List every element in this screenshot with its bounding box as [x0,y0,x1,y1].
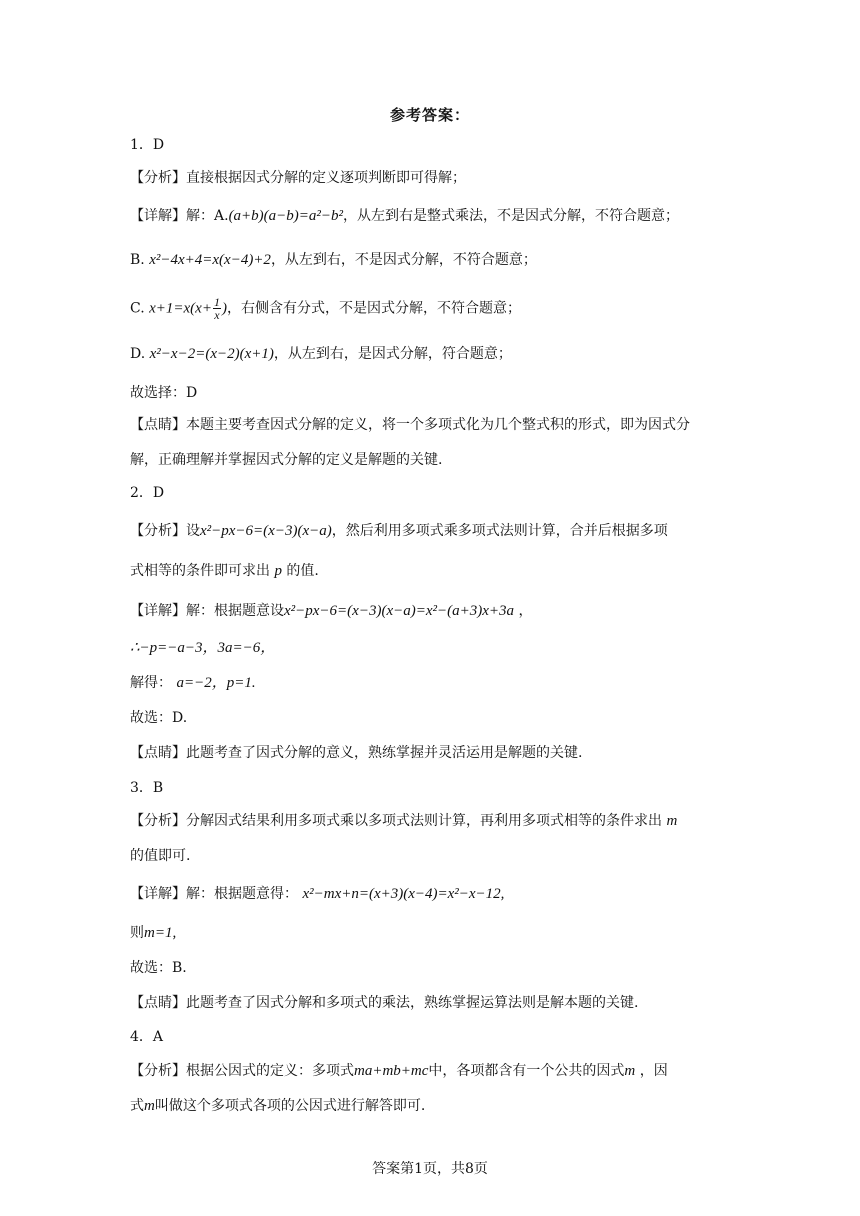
q2-step1-math: ∴−p=−a−3，3a=−6， [130,640,276,656]
q1-b-tail: ，从左到右，不是因式分解，不符合题意； [270,252,537,268]
q2-detail-tail: ， [518,603,533,619]
q2-analysis-tail: ，然后利用多项式乘多项式法则计算，合并后根据多项 [331,523,668,539]
q1-detail-tail: ，从左到右是整式乘法，不是因式分解，不符合题意； [343,208,680,224]
q2-detail [130,601,740,621]
q3-step1 [130,923,740,943]
q3-detail-lead: 【详解】解：根据题意得： [130,886,298,902]
q3-analysis-text: 【分析】分解因式结果利用多项式乘以多项式法则计算，再利用多项式相等的条件求出 [130,813,662,829]
page-footer: 答案第1页，共8页 [372,1161,488,1177]
q1-option-c [130,296,740,321]
q4-analysis-math: ma+mb+mc [354,1063,429,1079]
q3-detail-math: x²−mx+n=(x+3)(x−4)=x²−x−12, [302,886,505,902]
q1-c-math-b: ) [221,300,227,317]
q1-d-lead: D. [130,346,146,362]
q2-analysis2-tail: 的值. [286,563,319,579]
q3-step1-lead: 则 [130,925,144,941]
q4-analysis-lead: 【分析】根据公因式的定义：多项式 [130,1063,354,1079]
q1-c-frac-num: 1 [213,295,220,309]
q2-analysis2-math: p [274,563,282,579]
q4-analysis-mid: 中，各项都含有一个公共的因式 [428,1063,625,1079]
q1-c-math-a: x+1=x(x+ [149,300,212,317]
q3-choice: 故选：B. [130,960,187,976]
q4-answer: 4．A [130,1029,164,1045]
q2-analysis-line1 [130,521,740,541]
q2-step1 [130,638,740,658]
q2-analysis2-lead: 式相等的条件即可求出 [130,563,270,579]
q1-d-tail: ，从左到右，是因式分解，符合题意； [273,346,512,362]
q2-analysis-line2 [130,561,740,581]
q4-analysis2-m: m [144,1098,155,1114]
q1-choice: 故选择：D [130,385,198,401]
q2-answer: 2．D [130,485,165,501]
q1-comment-line2: 解，正确理解并掌握因式分解的定义是解题的关键. [130,452,443,468]
q3-answer: 3．B [130,780,164,796]
q2-choice: 故选：D. [130,710,188,726]
page-title: 参考答案： [389,106,470,124]
q1-b-math: x²−4x+4=x(x−4)+2 [149,252,271,268]
q4-analysis-m: m [624,1063,636,1079]
q2-detail-math: x²−px−6=(x−3)(x−a)=x²−(a+3)x+3a [284,603,515,619]
q3-comment: 【点睛】此题考查了因式分解和多项式的乘法，熟练掌握运算法则是解本题的关键. [130,995,639,1011]
q4-analysis2-lead: 式 [130,1098,144,1114]
q1-detail-math: (a+b)(a−b)=a²−b² [228,208,344,224]
q1-option-b [130,250,740,270]
q4-analysis-line1 [130,1061,740,1081]
q1-detail-lead: 【详解】解：A. [130,208,229,224]
q1-b-lead: B. [130,252,145,268]
q3-step1-math: m=1, [144,925,177,941]
q1-answer: 1．D [130,137,165,153]
q4-analysis-line2 [130,1096,740,1116]
q2-step2-lead: 解得： [130,675,172,691]
q1-detail [130,206,740,226]
q3-analysis-math: m [666,813,678,829]
q1-comment-line1: 【点睛】本题主要考查因式分解的定义，将一个多项式化为几个整式积的形式，即为因式分 [130,417,690,433]
q2-analysis-lead: 【分析】设 [130,523,200,539]
q2-detail-lead: 【详解】解：根据题意设 [130,603,284,619]
q1-analysis: 【分析】直接根据因式分解的定义逐项判断即可得解； [130,170,466,186]
q3-analysis-line1 [130,811,740,831]
q1-c-frac-den: x [214,308,220,322]
q3-analysis-line2: 的值即可. [130,848,191,864]
q3-detail [130,884,740,904]
q2-step2 [130,673,740,693]
q1-d-math: x²−x−2=(x−2)(x+1) [149,346,274,362]
q4-analysis-tail: ，因 [639,1063,668,1079]
q4-analysis2-tail: 叫做这个多项式各项的公因式进行解答即可. [154,1098,426,1114]
q2-comment: 【点睛】此题考查了因式分解的意义，熟练掌握并灵活运用是解题的关键. [130,745,583,761]
q1-c-tail: ，右侧含有分式，不是因式分解，不符合题意； [226,300,521,317]
q1-c-lead: C. [130,300,145,317]
q1-option-d [130,344,740,364]
q2-step2-math: a=−2，p=1. [176,675,256,691]
q2-analysis-math: x²−px−6=(x−3)(x−a) [200,523,332,539]
q1-c-fraction [213,296,221,321]
